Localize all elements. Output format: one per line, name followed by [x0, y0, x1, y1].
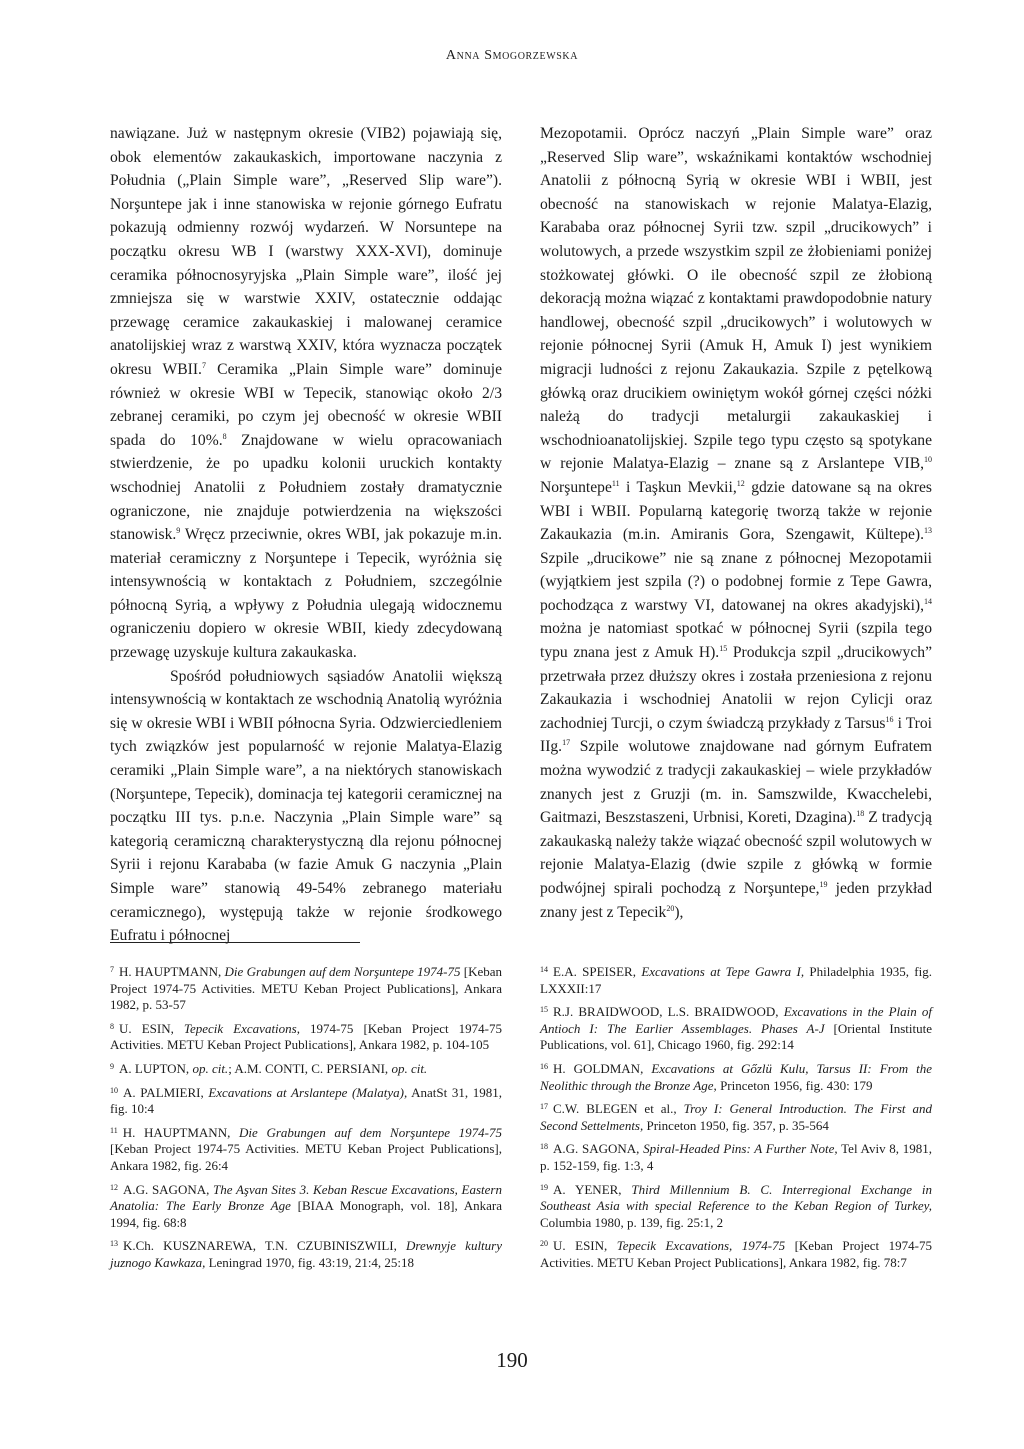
- footnote-number: 17: [540, 1102, 548, 1112]
- text-run: A.G. SAGONA,: [553, 1141, 644, 1157]
- footnote-number: 7: [110, 965, 114, 974]
- paragraph: [110, 665, 502, 948]
- footnote: [110, 1123, 502, 1175]
- footnote-ref: 8: [222, 431, 227, 441]
- italic-title: Tepecik Excavations, 1974-75: [616, 1238, 786, 1254]
- footnote-separator: [110, 942, 360, 943]
- footnote-ref: 11: [611, 478, 620, 488]
- running-head: Anna Smogorzewska: [445, 48, 579, 63]
- paragraph: [540, 122, 932, 924]
- text-run: A. PALMIERI,: [123, 1084, 209, 1100]
- footnote: [540, 1236, 932, 1271]
- text-run: H. HAUPTMANN,: [122, 1124, 240, 1140]
- text-run: R.J. BRAIDWOOD, L.S. BRAIDWOOD,: [553, 1004, 784, 1020]
- footnote: [540, 1180, 932, 1232]
- text-run: [BIAA Monograph, vol. 18], Ankara 1994, fig. 68:8: [110, 1198, 503, 1230]
- text-run: Znajdowane w wielu opracowaniach stwierdzenie, że po upadku kolonii uruckich kontakty wschodniej Anatolii z Południem zostały dramatycznie ograniczone, nie znajduje potwierdzenia na większości stanowisk.: [110, 431, 502, 544]
- text-run: Szpile „drucikowe” nie są znane z północnej Mezopotamii (wyjątkiem jest szpila (?) o podobnej formie z Tepe Gawra, pochodząca z warstwy VI, datowanej na okres akadyjski),: [540, 549, 932, 614]
- footnote-ref: 13: [924, 526, 932, 536]
- footnote-ref: 15: [719, 644, 728, 654]
- paragraph: [110, 122, 502, 665]
- text-run: i Troi IIg.: [540, 714, 932, 756]
- italic-title: Excavations at Gőzlü Kulu, Tarsus II: From the Neolithic through the Bronze Age,: [540, 1060, 932, 1093]
- italic-title: Tepecik Excavations,: [183, 1020, 300, 1036]
- text-run: Ceramika „Plain Simple ware” dominuje również w okresie WBI w Tepecik, stanowiąc około 2/3 zebranej ceramiki, po czym jej obecność w okresie WBII spada do 10%.: [110, 360, 502, 449]
- footnote-number: 20: [540, 1239, 548, 1249]
- text-run: gdzie datowane są na okres WBI i WBII. Popularną kategorię tworzą także w rejonie Zakaukazia (m.in. Amiranis Gora, Szengawit, Kültepe).: [540, 478, 932, 544]
- footnote-ref: 12: [736, 478, 745, 488]
- italic-title: Die Grabungen auf dem Norşuntepe 1974-75: [239, 1124, 502, 1140]
- italic-title: The Aşvan Sites 3. Keban Rescue Excavations, Eastern Anatolia: The Early Bronze Age: [110, 1181, 502, 1214]
- text-run: U. ESIN,: [119, 1020, 184, 1036]
- text-run: A.G. SAGONA,: [123, 1181, 214, 1197]
- footnote: [540, 1099, 932, 1134]
- text-run: Columbia 1980, p. 139, fig. 25:1, 2: [540, 1214, 724, 1230]
- footnote-number: 19: [540, 1182, 548, 1192]
- italic-title: Excavations in the Plain of Antioch I: The Earlier Assemblages. Phases A-J: [540, 1004, 932, 1036]
- text-run: Produkcja szpil „drucikowych” przetrwała przez dłuższy okres i została przeniesiona z rejonu Zakaukazia i wschodniej Anatolii w rejon Cylicji oraz zachodniej Turcji, o czym świadczą przykłady z Tarsus: [540, 644, 932, 732]
- footnote-number: 14: [540, 965, 548, 974]
- italic-title: op. cit.: [391, 1060, 428, 1076]
- italic-title: op. cit.: [192, 1060, 229, 1076]
- footnote: [540, 962, 932, 997]
- footnote-ref: 9: [176, 526, 181, 536]
- text-run: AnatSt 31, 1981, fig. 10:4: [110, 1084, 502, 1117]
- text-run: C.W. BLEGEN et al.,: [553, 1101, 684, 1117]
- italic-title: Drewnyje kultury juznogo Kawkaza,: [110, 1238, 503, 1270]
- page-number: 190: [496, 1348, 528, 1372]
- text-run: Szpile wolutowe znajdowane nad górnym Eufratem można wywodzić z tradycji zakaukaskiej – wiele przykładów znanych jest z Gruzji (m. in. Samszwilde, Kwacchelebi, Gaitmazi, Beszstaszeni, Urbnisi, Koreti, Dzagina).: [540, 738, 932, 827]
- text-run: Philadelphia 1935, fig. LXXXII:17: [540, 964, 933, 996]
- text-run: ),: [674, 903, 684, 921]
- text-run: Princeton 1956, fig. 430: 179: [716, 1077, 873, 1093]
- footnote-number: 9: [110, 1061, 114, 1071]
- footnote-number: 10: [110, 1085, 118, 1095]
- footnote: [110, 1236, 502, 1271]
- italic-title: Spiral-Headed Pins: A Further Note,: [643, 1141, 838, 1157]
- footnote: [110, 962, 502, 1014]
- footnote: [540, 1002, 932, 1054]
- italic-title: Excavations at Arslantepe (Malatya),: [208, 1084, 408, 1100]
- text-run: [Keban Project 1974-75 Activities. METU Keban Project Publications], Ankara 1982, fig. 26:4: [110, 1141, 502, 1173]
- text-run: E.A. SPEISER,: [553, 964, 642, 979]
- italic-title: Die Grabungen auf dem Norşuntepe 1974-75: [224, 964, 461, 979]
- footnote: [110, 1083, 502, 1118]
- footnote: [540, 1059, 932, 1094]
- text-run: A. LUPTON,: [119, 1060, 193, 1076]
- text-run: Leningrad 1970, fig. 43:19, 21:4, 25:18: [205, 1254, 415, 1270]
- footnote-number: 11: [110, 1125, 118, 1135]
- footnote-ref: 20: [666, 903, 675, 913]
- footnotes-left: [110, 962, 502, 1277]
- italic-title: Third Millennium B. C. Interregional Exchange in Southeast Asia with special Reference to the Keban Region of Turkey,: [540, 1181, 932, 1214]
- footnote: [110, 1180, 502, 1232]
- footnote-ref: 19: [819, 880, 828, 889]
- text-run: [Keban Project 1974-75 Activities. METU Keban Project Publications], Ankara 1982, p. 53-57: [110, 964, 502, 1013]
- text-run: [Keban Project 1974-75 Activities. METU Keban Project Publications], Ankara 1982, fig. 78:7: [540, 1238, 932, 1270]
- footnote-ref: 17: [562, 738, 571, 748]
- footnote-number: 13: [110, 1239, 118, 1249]
- footnote: [540, 1139, 932, 1174]
- footnote-ref: 18: [856, 809, 865, 819]
- text-run: Norşuntepe: [540, 478, 612, 496]
- footnote-ref: 14: [924, 596, 932, 606]
- text-run: Spośród południowych sąsiadów Anatolii większą intensywnością w kontaktach ze wschodnią Anatolią wyróżnia się w okresie WBI i WBII północna Syria. Odzwierciedleniem tych związków jest popularność w rejonie Malatya-Elazig ceramiki „Plain Simple ware”, a na niektórych stanowiskach (Norşuntepe, Tepecik), dominacja tej kategorii ceramicznej na początku III tys. p.n.e. Naczynia „Plain Simple ware” są kategorią ceramiczną charakterystyczną dla rejonu północnej Syrii i rejonu Karababa (w fazie Amuk G naczynia „Plain Simple ware” stanowią 49-54% zebranego materiału ceramicznego), występują także w rejonie środkowego Eufratu i północnej: [110, 667, 502, 945]
- text-run: jeden przykład znany jest z Tepecik: [540, 880, 933, 921]
- footnote: [110, 1019, 502, 1054]
- text-run: Princeton 1950, fig. 357, p. 35-564: [643, 1117, 829, 1133]
- text-run: ; A.M. CONTI, C. PERSIANI,: [228, 1060, 392, 1076]
- text-run: [Oriental Institute Publications, vol. 61], Chicago 1960, fig. 292:14: [540, 1020, 932, 1053]
- footnote-ref: 7: [201, 360, 206, 370]
- italic-title: Troy I: General Introduction. The First and Second Settelments,: [540, 1101, 932, 1133]
- text-run: Tel Aviv 8, 1981, p. 152-159, fig. 1:3, 4: [540, 1141, 933, 1173]
- text-run: Mezopotamii. Oprócz naczyń „Plain Simple ware” oraz „Reserved Slip ware”, wskaźnikami kontaktów wschodniej Anatolii z północną Syrią w okresie WBI i WBII, jest obecność na stanowiskach w rejonie Malatya-Elazig, Karababa oraz północnej Syrii tzw. szpil „drucikowych” i wolutowych, a przede wszystkim szpil ze żłobieniami poniżej stożkowatej główki. O ile obecność szpil ze żłobioną dekoracją można wiązać z kontaktami prawdopodobnie natury handlowej, obecność szpil „drucikowych” i wolutowych w rejonie północnej Syrii (Amuk H, Amuk I) jest wynikiem migracji ludności z rejonu Zakaukazia. Szpile z pętelkową główką oraz drucikiem owiniętym wokół górnej części nóżki należą do tradycji metalurgii zakaukaskiej i wschodnioanatolijskiej. Szpile tego typu często są spotykane w rejonie Malatya-Elazig – znane są z Arslantepe VIB,: [540, 125, 932, 473]
- text-run: i Taşkun Mevkii,: [619, 478, 737, 496]
- footnote-ref: 10: [924, 455, 932, 465]
- italic-title: Excavations at Tepe Gawra I,: [641, 964, 805, 979]
- footnote-number: 18: [540, 1142, 548, 1152]
- body-column-right: [540, 122, 932, 924]
- text-run: nawiązane. Już w następnym okresie (VIB2) pojawiają się, obok elementów zakaukaskich, importowane naczynia z Południa („Plain Simple ware”, „Reserved Slip ware”). Norşuntepe jak i inne stanowiska w rejonie górnego Eufratu pokazują odmienny rozwój wydarzeń. W Norsuntepe na początku okresu WB I (warstwy XXX-XVI), dominuje ceramika północnosyryjska „Plain Simple ware”, ilość jej zmniejsza się w warstwie XXIV, ostatecznie oddając przewagę ceramice zakaukaskiej i malowanej ceramice anatolijskiej wraz z warstwą XXIV, która wyznacza początek okresu WBII.: [110, 125, 502, 378]
- text-run: U. ESIN,: [553, 1238, 617, 1254]
- footnote-number: 12: [110, 1182, 118, 1192]
- footnote-ref: 16: [885, 714, 894, 724]
- text-run: H. HAUPTMANN,: [119, 964, 225, 979]
- footnote: [110, 1059, 502, 1078]
- footnote-number: 8: [110, 1021, 114, 1031]
- text-run: 1974-75 [Keban Project 1974-75 Activities. METU Keban Project Publications], Ankara 1982, p. 104-105: [110, 1020, 502, 1053]
- footnotes-right: [540, 962, 932, 1277]
- footnote-number: 16: [540, 1061, 548, 1071]
- text-run: Wręcz przeciwnie, okres WBI, jak pokazuje m.in. materiał ceramiczny z Norşuntepe i Tepecik, wyróżnia się intensywnością w kontaktach z Południem, szczególnie północną Syrią, a wpływy z Południa ulegają widocznemu ograniczeniu dopiero w okresie WBII, kiedy zdecydowaną przewagę uzyskuje kultura zakaukaska.: [110, 526, 502, 662]
- text-run: H. GOLDMAN,: [553, 1060, 652, 1076]
- text-run: K.Ch. KUSZNAREWA, T.N. CZUBINISZWILI,: [123, 1238, 406, 1254]
- body-column-left: [110, 122, 502, 948]
- text-run: Z tradycją zakaukaską należy także wiązać obecność szpil wolutowych w rejonie Malatya-Elazig (dwie szpile z główką w formie podwójnej spirali pochodzą z Norşuntepe,: [540, 809, 932, 897]
- footnote-number: 15: [540, 1005, 548, 1015]
- text-run: A. YENER,: [553, 1181, 632, 1197]
- text-run: można je natomiast spotkać w północnej Syrii (szpila tego typu znana jest z Amuk H).: [540, 620, 932, 662]
